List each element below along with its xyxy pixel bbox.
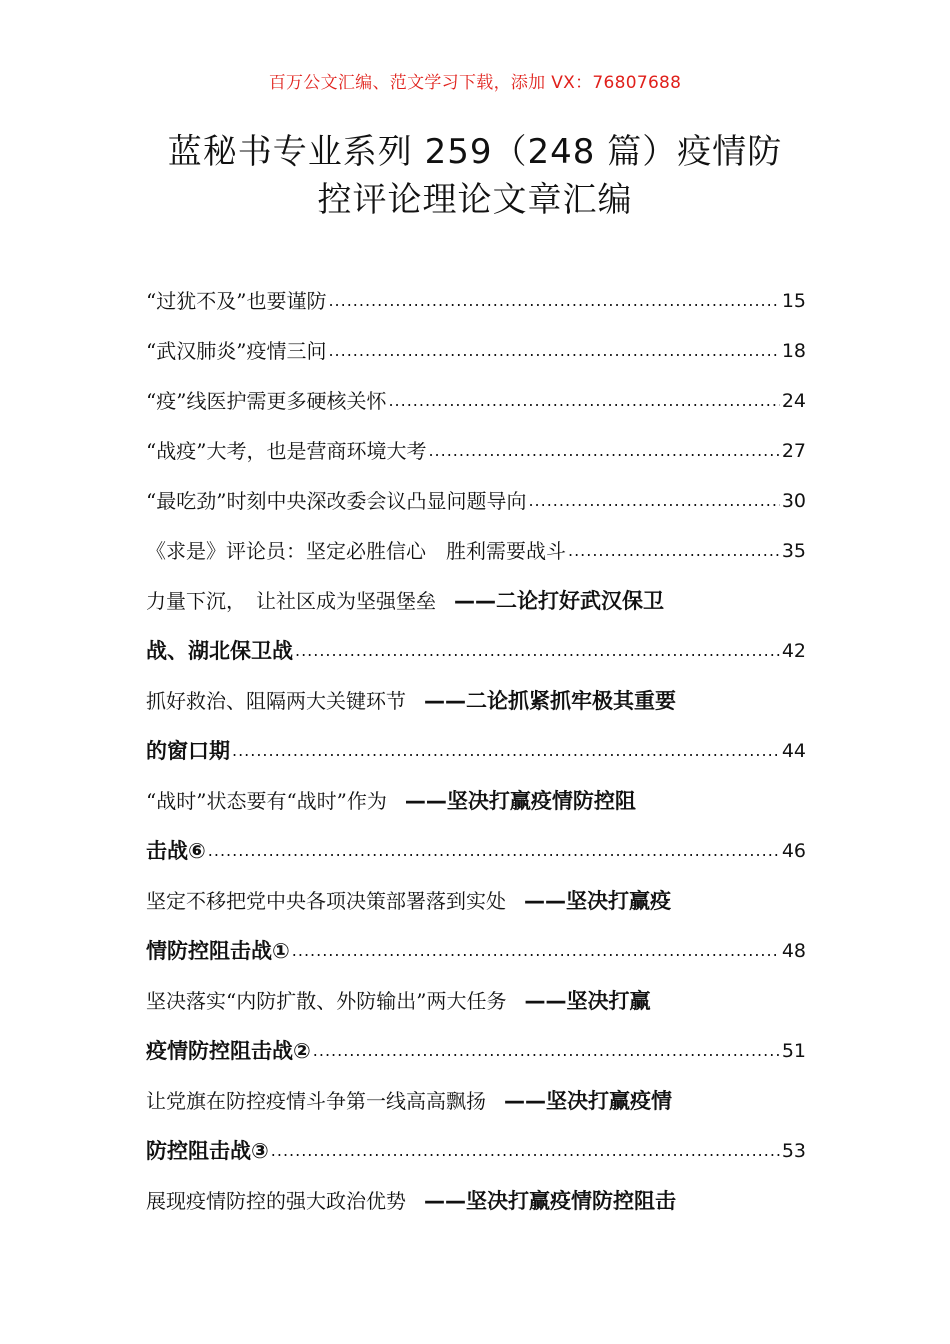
toc-page-number: 48 [781, 940, 806, 962]
toc-page-number: 27 [781, 440, 806, 462]
toc-entry-continuation[interactable] [146, 1026, 806, 1076]
toc-page-number: 44 [781, 740, 806, 762]
toc-leader-dots [528, 476, 779, 526]
toc-entry-subtitle-cont: 防控阻击战③ [146, 1139, 269, 1163]
toc-leader-dots [232, 726, 780, 776]
toc-page-number: 15 [781, 290, 806, 312]
toc-entry[interactable] [146, 476, 806, 526]
toc-leader-dots [208, 826, 780, 876]
toc-page-number: 53 [781, 1140, 806, 1162]
toc-entry[interactable] [146, 776, 806, 826]
toc-entry-subtitle: ——坚决打赢疫情防控阻击 [424, 1189, 676, 1213]
toc-entry[interactable] [146, 1176, 806, 1226]
toc-page-number: 30 [781, 490, 806, 512]
toc-entry[interactable] [146, 576, 806, 626]
toc-entry-title: “过犹不及”也要谨防 [146, 289, 327, 313]
toc-entry[interactable] [146, 976, 806, 1026]
toc-entry[interactable] [146, 426, 806, 476]
toc-entry-title: 坚决落实“内防扩散、外防输出”两大任务 [146, 989, 507, 1013]
toc-entry[interactable] [146, 526, 806, 576]
table-of-contents [146, 276, 806, 1226]
toc-leader-dots [313, 1026, 780, 1076]
toc-page-number: 42 [781, 640, 806, 662]
toc-leader-dots [428, 426, 779, 476]
toc-entry[interactable] [146, 876, 806, 926]
toc-entry-title: 展现疫情防控的强大政治优势 [146, 1189, 406, 1213]
toc-leader-dots [328, 326, 779, 376]
toc-entry-title: “最吃劲”时刻中央深改委会议凸显问题导向 [146, 489, 527, 513]
toc-entry-title: 力量下沉， 让社区成为坚强堡垒 [146, 589, 436, 613]
title-line-1: 蓝秘书专业系列 259（248 篇）疫情防 [167, 132, 783, 172]
toc-entry-continuation[interactable] [146, 826, 806, 876]
toc-entry[interactable] [146, 676, 806, 726]
toc-entry-subtitle-cont: 的窗口期 [146, 739, 230, 763]
document-title [120, 128, 830, 224]
toc-entry-subtitle: ——坚决打赢 [524, 989, 651, 1013]
toc-entry-subtitle: ——坚决打赢疫情防控阻 [404, 789, 636, 813]
toc-entry-title: “疫”线医护需更多硬核关怀 [146, 389, 387, 413]
toc-entry-continuation[interactable] [146, 1126, 806, 1176]
toc-entry-subtitle-cont: 击战⑥ [146, 839, 206, 863]
toc-entry-title: “战时”状态要有“战时”作为 [146, 789, 387, 813]
toc-page-number: 18 [781, 340, 806, 362]
toc-leader-dots [292, 926, 780, 976]
toc-leader-dots [295, 626, 780, 676]
toc-leader-dots [388, 376, 779, 426]
toc-entry-title: “战疫”大考，也是营商环境大考 [146, 439, 427, 463]
toc-entry[interactable] [146, 1076, 806, 1126]
toc-entry-title: “武汉肺炎”疫情三问 [146, 339, 327, 363]
toc-entry-title: 《求是》评论员：坚定必胜信心 胜利需要战斗 [146, 539, 566, 563]
toc-page-number: 24 [781, 390, 806, 412]
toc-entry-title: 坚定不移把党中央各项决策部署落到实处 [146, 889, 506, 913]
toc-page-number: 51 [781, 1040, 806, 1062]
toc-entry[interactable] [146, 326, 806, 376]
toc-leader-dots [328, 276, 779, 326]
title-line-2: 控评论理论文章汇编 [317, 180, 633, 220]
toc-entry-subtitle-cont: 情防控阻击战① [146, 939, 290, 963]
toc-entry-subtitle: ——二论打好武汉保卫 [454, 589, 664, 613]
toc-entry-subtitle: ——二论抓紧抓牢极其重要 [424, 689, 676, 713]
toc-entry-continuation[interactable] [146, 926, 806, 976]
toc-page-number: 35 [781, 540, 806, 562]
toc-entry-continuation[interactable] [146, 626, 806, 676]
toc-leader-dots [568, 526, 780, 576]
promo-header: 百万公文汇编、范文学习下载，添加 VX：76807688 [268, 73, 682, 93]
toc-entry-subtitle: ——坚决打赢疫 [524, 889, 671, 913]
toc-entry[interactable] [146, 376, 806, 426]
toc-entry-subtitle-cont: 战、湖北保卫战 [146, 639, 293, 663]
toc-entry-subtitle: ——坚决打赢疫情 [504, 1089, 672, 1113]
toc-entry[interactable] [146, 276, 806, 326]
toc-leader-dots [271, 1126, 780, 1176]
toc-page-number: 46 [781, 840, 806, 862]
toc-entry-title: 抓好救治、阻隔两大关键环节 [146, 689, 406, 713]
toc-entry-title: 让党旗在防控疫情斗争第一线高高飘扬 [146, 1089, 486, 1113]
toc-entry-subtitle-cont: 疫情防控阻击战② [146, 1039, 311, 1063]
toc-entry-continuation[interactable] [146, 726, 806, 776]
